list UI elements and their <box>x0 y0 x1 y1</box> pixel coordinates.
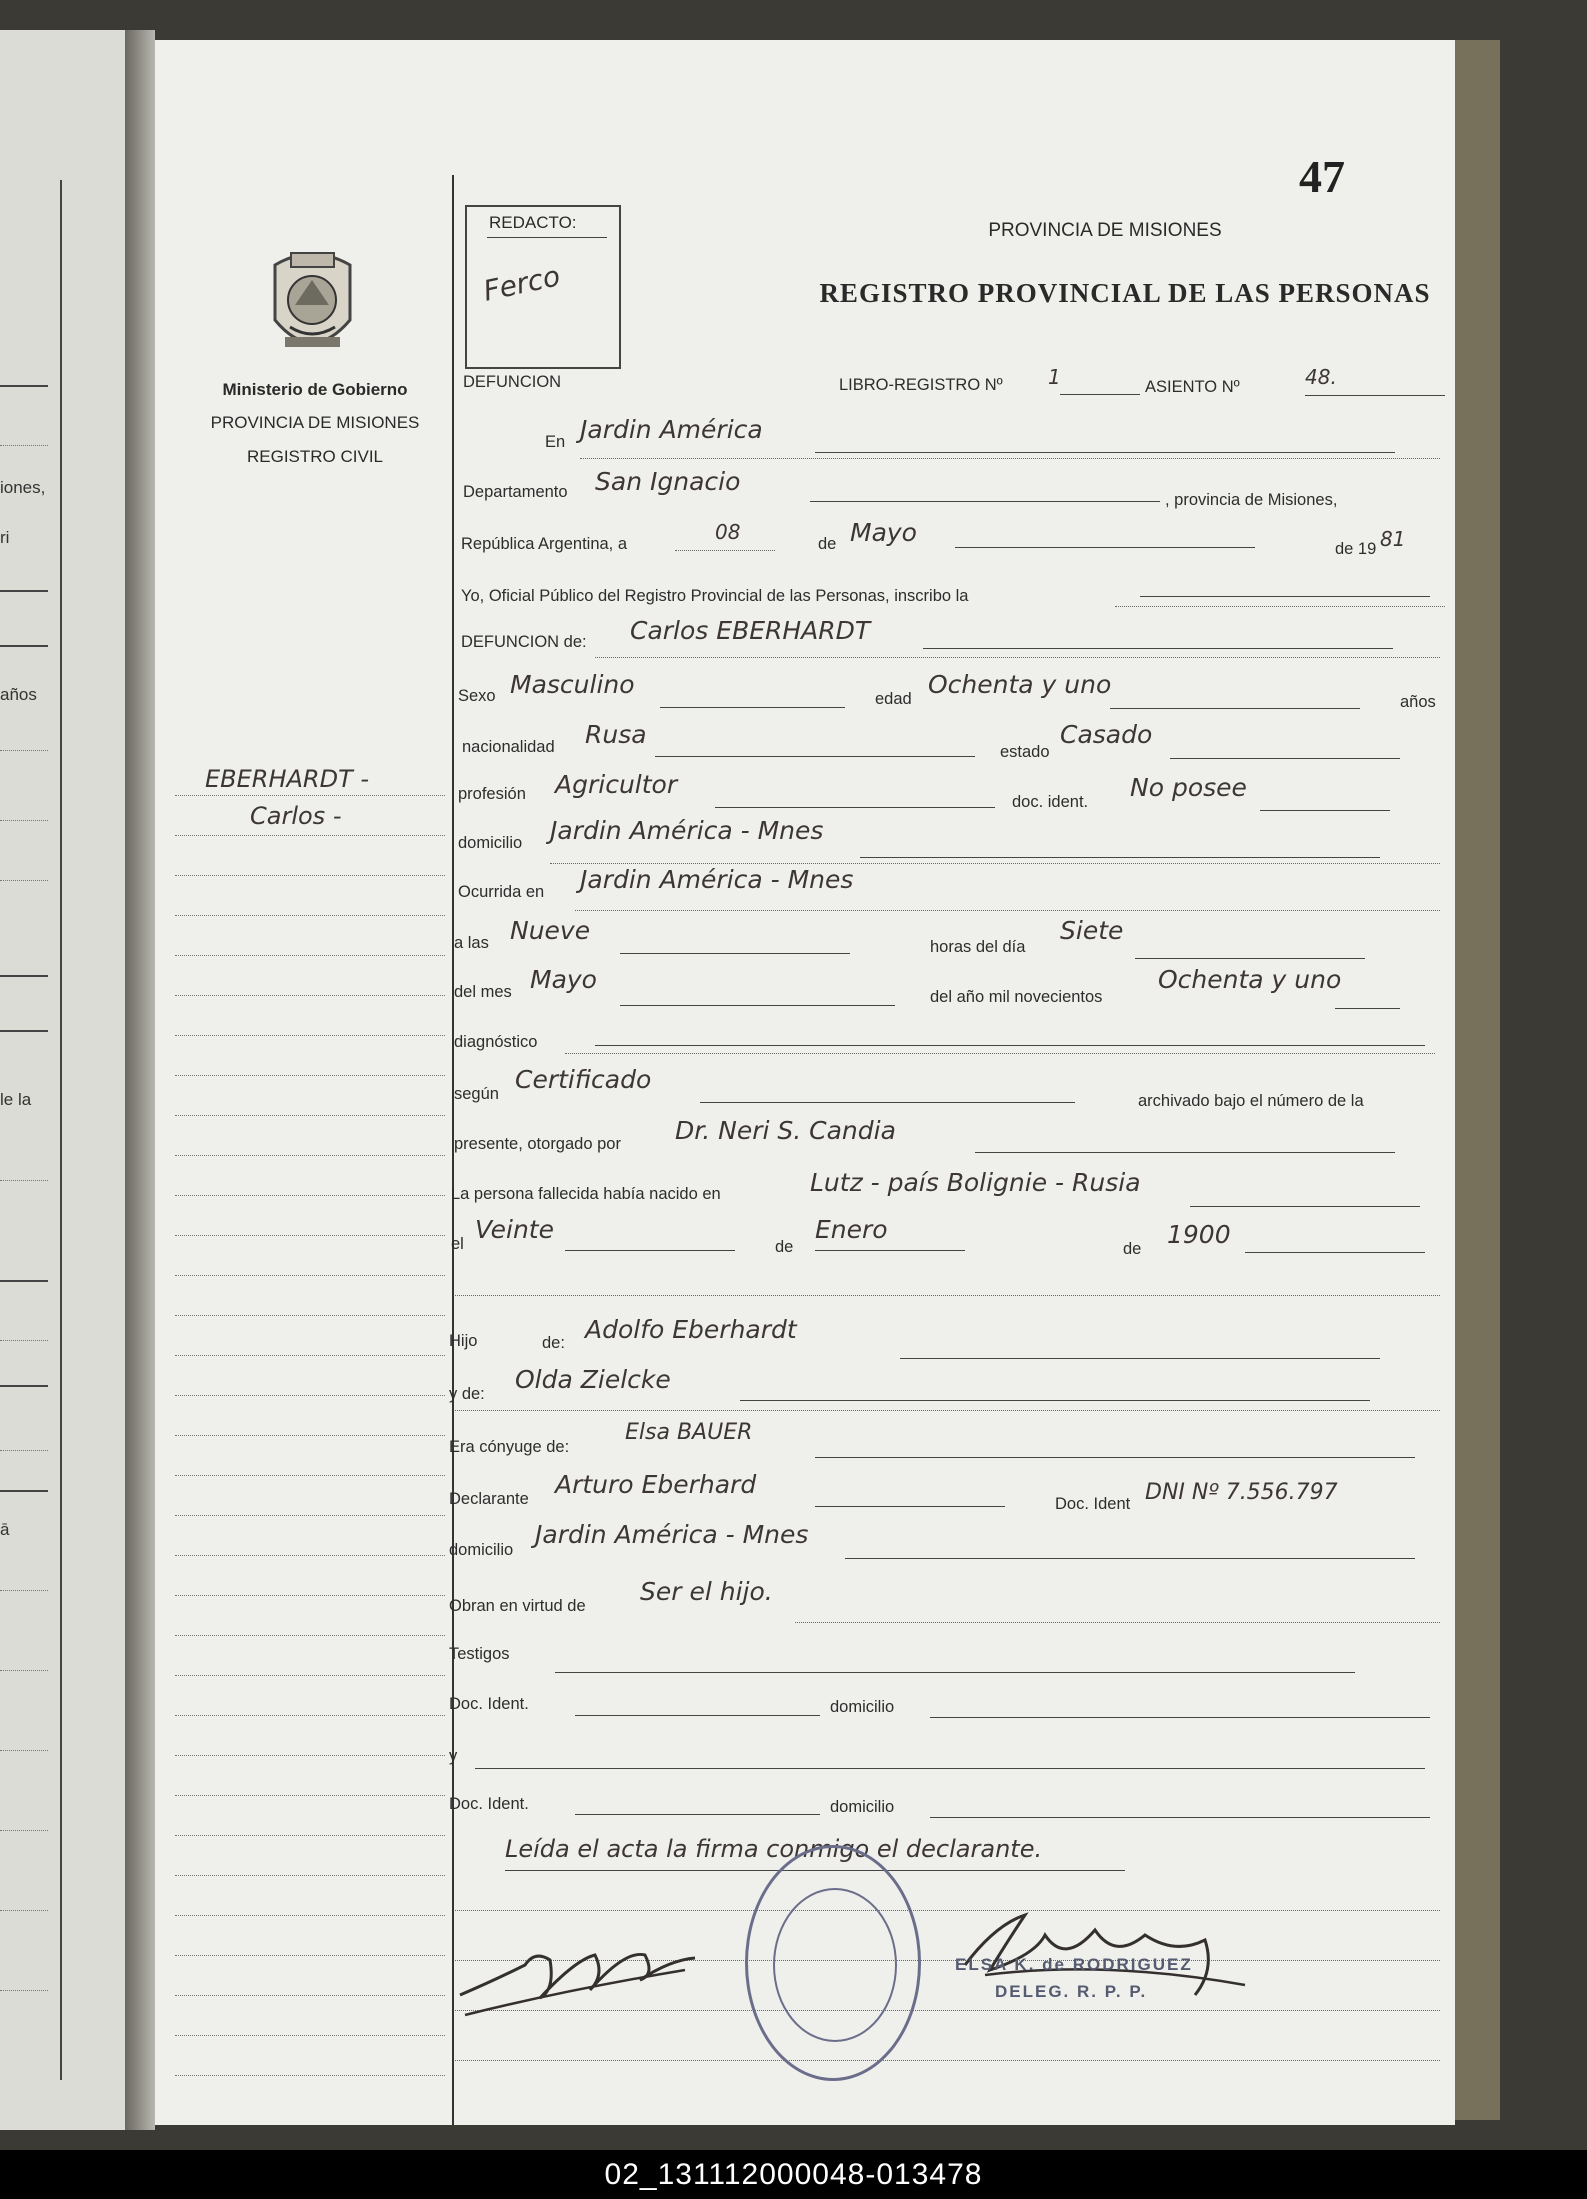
previous-page-line <box>0 1670 48 1671</box>
margin-line <box>175 1315 445 1316</box>
margin-line <box>175 995 445 996</box>
previous-page-line <box>0 1180 48 1181</box>
year-suffix: 81 <box>1380 527 1406 551</box>
doc-ident-value: No posee <box>1130 773 1247 802</box>
horas-line <box>1135 958 1365 959</box>
el-label: el <box>451 1235 464 1253</box>
previous-page-text: iones, <box>0 478 46 497</box>
margin-line <box>175 1235 445 1236</box>
margin-line <box>175 1115 445 1116</box>
presente-label: presente, otorgado por <box>454 1135 621 1153</box>
segun-label: según <box>454 1085 499 1103</box>
edad-label: edad <box>875 690 912 708</box>
previous-page-line <box>0 880 48 881</box>
domicilio4-line <box>930 1817 1430 1818</box>
margin-line <box>175 1595 445 1596</box>
previous-page-line <box>0 1490 48 1492</box>
margin-line <box>175 1355 445 1356</box>
el-line <box>565 1250 735 1251</box>
defuncion-dots <box>595 657 1440 658</box>
closing-note: Leída el acta la firma conmigo el declarante. <box>505 1835 1043 1863</box>
de2-line <box>815 1250 965 1251</box>
previous-page-line <box>0 1990 48 1991</box>
previous-page-rule <box>60 180 62 2080</box>
hijo-value: Adolfo Eberhardt <box>585 1315 797 1344</box>
declarante-line <box>815 1506 1005 1507</box>
doc-ident2-value: DNI Nº 7.556.797 <box>1145 1480 1338 1505</box>
estado-label: estado <box>1000 743 1050 761</box>
margin-line <box>175 1755 445 1756</box>
header-registry: REGISTRO PROVINCIAL DE LAS PERSONAS <box>819 278 1431 308</box>
doc-ident4-label: Doc. Ident. <box>449 1795 529 1813</box>
de3-line <box>1245 1252 1425 1253</box>
de3-label: de <box>1123 1240 1142 1258</box>
previous-page-line <box>0 1385 48 1387</box>
domicilio3-label: domicilio <box>830 1698 895 1716</box>
doc-ident4-line <box>575 1814 820 1815</box>
book-gutter <box>125 30 155 2130</box>
departamento-value: San Ignacio <box>595 467 741 496</box>
nacido-value: Lutz - país Bolignie - Rusia <box>810 1168 1141 1197</box>
testigos-label: Testigos <box>449 1645 510 1663</box>
el-value: Veinte <box>475 1215 554 1244</box>
domicilio-value: Jardin América - Mnes <box>550 816 824 845</box>
previous-page-line <box>0 1340 48 1341</box>
testigos-line <box>555 1672 1355 1673</box>
official-seal <box>745 1845 921 2081</box>
ocurrida-dots <box>575 910 1440 911</box>
y-de-line <box>740 1400 1370 1401</box>
diagnostico-label: diagnóstico <box>454 1033 538 1051</box>
previous-page-line <box>0 1830 48 1831</box>
official-stamp-title: DELEG. R. P. P. <box>995 1982 1148 2001</box>
margin-line <box>175 2075 445 2076</box>
margin-line <box>175 1395 445 1396</box>
obran-dots <box>795 1622 1440 1623</box>
previous-page-text: ri <box>0 528 10 547</box>
presente-line <box>975 1152 1395 1153</box>
diagnostico-line <box>595 1045 1425 1046</box>
edad-line <box>1110 708 1360 709</box>
dia-dots <box>675 550 775 551</box>
declarante-value: Arturo Eberhard <box>555 1470 757 1499</box>
mes-line <box>955 547 1255 548</box>
previous-page-line <box>0 1280 48 1282</box>
margin-line <box>175 835 445 836</box>
margin-line <box>175 1075 445 1076</box>
en-value: Jardin América <box>580 415 763 444</box>
nacionalidad-line <box>655 756 975 757</box>
profesion-label: profesión <box>458 785 526 803</box>
oficial-text: Yo, Oficial Público del Registro Provincial de las Personas, inscribo la <box>461 587 969 605</box>
margin-line <box>175 1955 445 1956</box>
oficial-line <box>1140 596 1430 597</box>
doc-ident3-line <box>575 1715 820 1716</box>
previous-page-text: ā <box>0 1520 10 1539</box>
estado-line <box>1170 758 1400 759</box>
nacionalidad-value: Rusa <box>585 720 647 749</box>
year-label: de 19 <box>1335 540 1377 558</box>
margin-line <box>175 1995 445 1996</box>
de2-value: Enero <box>815 1215 888 1244</box>
horas-value: Siete <box>1060 916 1124 945</box>
domicilio4-label: domicilio <box>830 1798 895 1816</box>
previous-page-line <box>0 1030 48 1032</box>
margin-line <box>175 1475 445 1476</box>
de2-label: de <box>775 1238 794 1256</box>
margin-line <box>175 1035 445 1036</box>
ocurrida-label: Ocurrida en <box>458 883 545 901</box>
official-seal-inner <box>773 1888 897 2042</box>
doc-ident-label: doc. ident. <box>1012 793 1089 811</box>
obran-value: Ser el hijo. <box>640 1577 773 1606</box>
redacto-stamp <box>465 205 621 369</box>
de3-value: 1900 <box>1167 1220 1231 1249</box>
page-number: 47 <box>1299 151 1345 202</box>
anos-label: años <box>1400 693 1436 711</box>
libro-line <box>1060 394 1140 395</box>
margin-line <box>175 1195 445 1196</box>
margin-line <box>175 795 445 796</box>
defuncion-de-label: DEFUNCION de: <box>461 633 587 651</box>
y-de-label: y de: <box>449 1385 485 1403</box>
previous-page-line <box>0 820 48 821</box>
del-mes-value: Mayo <box>530 965 597 994</box>
republica-label: República Argentina, a <box>461 535 628 553</box>
nacionalidad-label: nacionalidad <box>462 738 555 756</box>
redacto-underline <box>487 237 607 238</box>
sign-dots <box>455 2060 1440 2061</box>
edad-value: Ochenta y uno <box>928 670 1112 699</box>
margin-line <box>175 1835 445 1836</box>
segun-line <box>700 1102 1075 1103</box>
archivado-label: archivado bajo el número de la <box>1138 1092 1364 1110</box>
sexo-value: Masculino <box>510 670 635 699</box>
previous-page-line <box>0 1590 48 1591</box>
y-label: y <box>449 1747 458 1765</box>
previous-page-line <box>0 750 48 751</box>
defuncion-de-value: Carlos EBERHARDT <box>630 616 871 645</box>
presente-value: Dr. Neri S. Candia <box>675 1116 896 1145</box>
document-type: DEFUNCION <box>463 373 562 391</box>
domicilio2-label: domicilio <box>449 1541 514 1559</box>
y-de-dots <box>455 1410 1440 1411</box>
hijo-line <box>900 1358 1380 1359</box>
conyuge-line <box>815 1457 1415 1458</box>
margin-note-name: Carlos - <box>250 802 342 830</box>
departamento-label: Departamento <box>463 483 568 501</box>
margin-line <box>175 1875 445 1876</box>
margin-line <box>175 955 445 956</box>
declarant-signature <box>455 1920 715 2030</box>
domicilio3-line <box>930 1717 1430 1718</box>
margin-line <box>175 1155 445 1156</box>
asiento-line <box>1305 395 1445 396</box>
dia-value: 08 <box>715 520 741 544</box>
margin-line <box>175 875 445 876</box>
previous-page-line <box>0 1750 48 1751</box>
hijo-de-label: de: <box>542 1334 565 1352</box>
ocurrida-value: Jardin América - Mnes <box>580 865 854 894</box>
previous-page-line <box>0 385 48 387</box>
margin-line <box>175 1675 445 1676</box>
hijo-label: Hijo <box>449 1332 478 1350</box>
margin-line <box>175 2035 445 2036</box>
domicilio-line <box>860 857 1380 858</box>
ministry-province: PROVINCIA DE MISIONES <box>210 413 420 432</box>
margin-line <box>175 1635 445 1636</box>
defuncion-line <box>923 648 1393 649</box>
conyuge-label: Era cónyuge de: <box>449 1438 570 1456</box>
redacto-label: REDACTO: <box>489 213 577 232</box>
a-las-value: Nueve <box>510 916 591 945</box>
official-stamp-name: ELSA K. de RODRIGUEZ <box>955 1955 1193 1974</box>
nacido-label: La persona fallecida había nacido en <box>451 1185 721 1203</box>
y-line <box>475 1768 1425 1769</box>
margin-line <box>175 1275 445 1276</box>
previous-page-line <box>0 645 48 647</box>
doc-ident2-label: Doc. Ident <box>1055 1495 1131 1513</box>
margin-line <box>175 1795 445 1796</box>
anio-value: Ochenta y uno <box>1158 965 1342 994</box>
de-label: de <box>818 535 837 553</box>
asiento-value: 48. <box>1305 365 1337 389</box>
margin-line <box>175 1555 445 1556</box>
profesion-value: Agricultor <box>555 770 678 799</box>
departamento-line <box>810 501 1160 502</box>
margin-line <box>175 1515 445 1516</box>
image-identifier: 02_131112000048-013478 <box>0 2150 1587 2199</box>
en-label: En <box>545 433 566 451</box>
sexo-label: Sexo <box>458 687 496 705</box>
diagnostico-dots <box>565 1053 1435 1054</box>
en-dots <box>580 458 1440 459</box>
mes-value: Mayo <box>850 518 917 547</box>
nacido-line <box>1190 1206 1420 1207</box>
y-de-value: Olda Zielcke <box>515 1365 671 1394</box>
domicilio-dots <box>550 863 1440 864</box>
libro-value: 1 <box>1048 365 1061 389</box>
declarante-label: Declarante <box>449 1490 529 1508</box>
anio-label: del año mil novecientos <box>930 988 1103 1006</box>
profesion-line <box>715 807 995 808</box>
margin-note-surname: EBERHARDT - <box>205 765 370 793</box>
domicilio-label: domicilio <box>458 834 523 852</box>
conyuge-value: Elsa BAUER <box>625 1420 753 1445</box>
ministry-name: Ministerio de Gobierno <box>222 380 408 399</box>
domicilio2-line <box>845 1558 1415 1559</box>
birth-dots <box>455 1295 1440 1296</box>
anio-line <box>1335 1008 1400 1009</box>
redacto-signature: Ferco <box>480 259 563 308</box>
del-mes-line <box>620 1005 895 1006</box>
previous-page <box>0 30 125 2130</box>
register-page <box>155 40 1455 2125</box>
ministry-registry: REGISTRO CIVIL <box>246 447 384 466</box>
horas-label: horas del día <box>930 938 1026 956</box>
coat-of-arms-icon <box>265 245 360 365</box>
libro-label: LIBRO-REGISTRO Nº <box>839 376 1003 394</box>
obran-label: Obran en virtud de <box>449 1597 586 1615</box>
asiento-label: ASIENTO Nº <box>1145 378 1240 396</box>
provincia-label: , provincia de Misiones, <box>1165 491 1338 509</box>
header-province: PROVINCIA DE MISIONES <box>988 220 1222 241</box>
sexo-line <box>660 707 845 708</box>
margin-line <box>175 1715 445 1716</box>
previous-page-line <box>0 975 48 977</box>
a-las-label: a las <box>454 934 489 952</box>
previous-page-text: le la <box>0 1090 32 1109</box>
margin-line <box>175 915 445 916</box>
margin-line <box>175 1915 445 1916</box>
oficial-dots <box>1115 606 1445 607</box>
previous-page-line <box>0 590 48 592</box>
previous-page-line <box>0 445 48 446</box>
margin-line <box>175 1435 445 1436</box>
segun-value: Certificado <box>515 1065 652 1094</box>
doc-ident-line <box>1260 810 1390 811</box>
domicilio2-value: Jardin América - Mnes <box>535 1520 809 1549</box>
del-mes-label: del mes <box>454 983 512 1001</box>
en-line <box>815 452 1395 453</box>
previous-page-line <box>0 1910 48 1911</box>
doc-ident3-label: Doc. Ident. <box>449 1695 529 1713</box>
a-las-line <box>620 953 850 954</box>
previous-page-text: años <box>0 685 37 704</box>
previous-page-line <box>0 1450 48 1451</box>
estado-value: Casado <box>1060 720 1153 749</box>
